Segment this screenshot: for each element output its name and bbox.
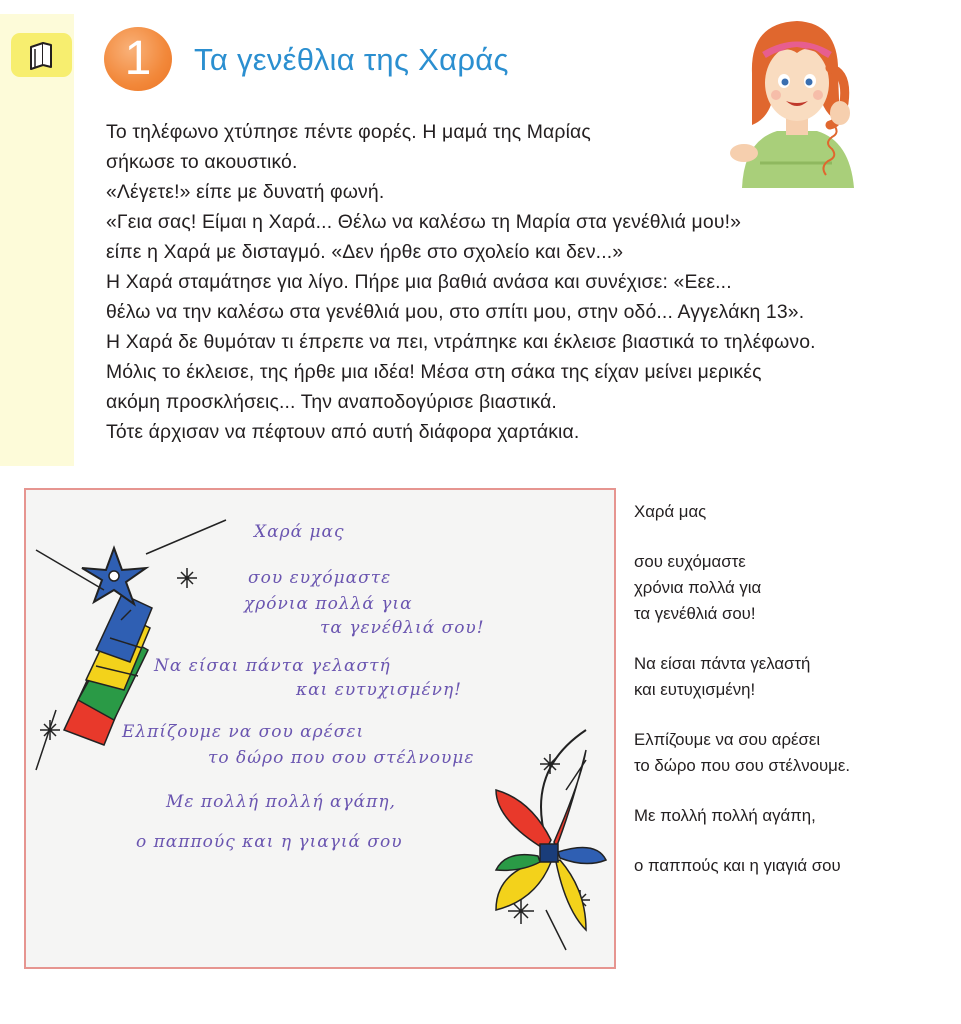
card-line: χρόνια πολλά για — [244, 594, 413, 614]
transcript-line: χρόνια πολλά για — [634, 578, 762, 597]
story-line: Μόλις το έκλεισε, της ήρθε μια ιδέα! Μέσα στη σάκα της είχαν μείνει μερικές — [106, 361, 762, 383]
transcript-line: ο παππούς και η γιαγιά σου — [634, 856, 841, 875]
card-line: το δώρο που σου στέλνουμε — [208, 748, 475, 768]
card-line: Να είσαι πάντα γελαστή — [154, 656, 391, 676]
transcript-line: τα γενέθλιά σου! — [634, 604, 756, 623]
transcript-line: Χαρά μας — [634, 502, 707, 521]
transcript-line: και ευτυχισμένη! — [634, 680, 756, 699]
transcript-stanza — [634, 549, 850, 627]
card-line: τα γενέθλιά σου! — [320, 618, 485, 638]
story-line: Το τηλέφωνο χτύπησε πέντε φορές. Η μαμά της Μαρίας — [106, 121, 591, 143]
transcript-line: Με πολλή πολλή αγάπη, — [634, 806, 816, 825]
story-line: Τότε άρχισαν να πέφτουν από αυτή διάφορα χαρτάκια. — [106, 421, 580, 443]
lesson-badge — [11, 33, 72, 77]
lesson-number: 1 — [104, 27, 172, 91]
card-line: σου ευχόμαστε — [248, 568, 392, 588]
card-transcript — [634, 499, 850, 903]
page-title: Τα γενέθλια της Χαράς — [194, 42, 509, 77]
transcript-stanza — [634, 499, 850, 525]
side-margin-strip — [0, 14, 74, 466]
card-line: Ελπίζουμε να σου αρέσει — [122, 722, 365, 742]
transcript-stanza — [634, 853, 850, 879]
card-line: και ευτυχισμένη! — [296, 680, 462, 700]
transcript-line: σου ευχόμαστε — [634, 552, 746, 571]
transcript-line: Να είσαι πάντα γελαστή — [634, 654, 811, 673]
transcript-stanza — [634, 727, 850, 779]
card-line: Χαρά μας — [254, 522, 345, 542]
story-line: είπε η Χαρά με δισταγμό. «Δεν ήρθε στο σχολείο και δεν...» — [106, 241, 624, 263]
story-line: Η Χαρά δε θυμόταν τι έπρεπε να πει, ντράπηκε και έκλεισε βιαστικά το τηλέφωνο. — [106, 331, 816, 353]
book-icon — [25, 39, 57, 71]
story-line: θέλω να την καλέσω στα γενέθλιά μου, στο σπίτι μου, στην οδό... Αγγελάκη 13». — [106, 301, 805, 323]
transcript-stanza — [634, 651, 850, 703]
story-line: ακόμη προσκλήσεις... Την αναποδογύρισε βιαστικά. — [106, 391, 557, 413]
story-line: «Γεια σας! Είμαι η Χαρά... Θέλω να καλέσω τη Μαρία στα γενέθλιά μου!» — [106, 211, 742, 233]
card-line: ο παππούς και η γιαγιά σου — [136, 832, 403, 852]
transcript-line: το δώρο που σου στέλνουμε. — [634, 756, 850, 775]
story-text — [106, 117, 926, 447]
handwritten-greeting-card — [24, 488, 616, 969]
story-line: «Λέγετε!» είπε με δυνατή φωνή. — [106, 181, 385, 203]
story-line: Η Χαρά σταμάτησε για λίγο. Πήρε μια βαθιά ανάσα και συνέχισε: «Εεε... — [106, 271, 732, 293]
transcript-line: Ελπίζουμε να σου αρέσει — [634, 730, 821, 749]
story-line: σήκωσε το ακουστικό. — [106, 151, 298, 173]
transcript-stanza — [634, 803, 850, 829]
card-line: Με πολλή πολλή αγάπη, — [166, 792, 396, 812]
